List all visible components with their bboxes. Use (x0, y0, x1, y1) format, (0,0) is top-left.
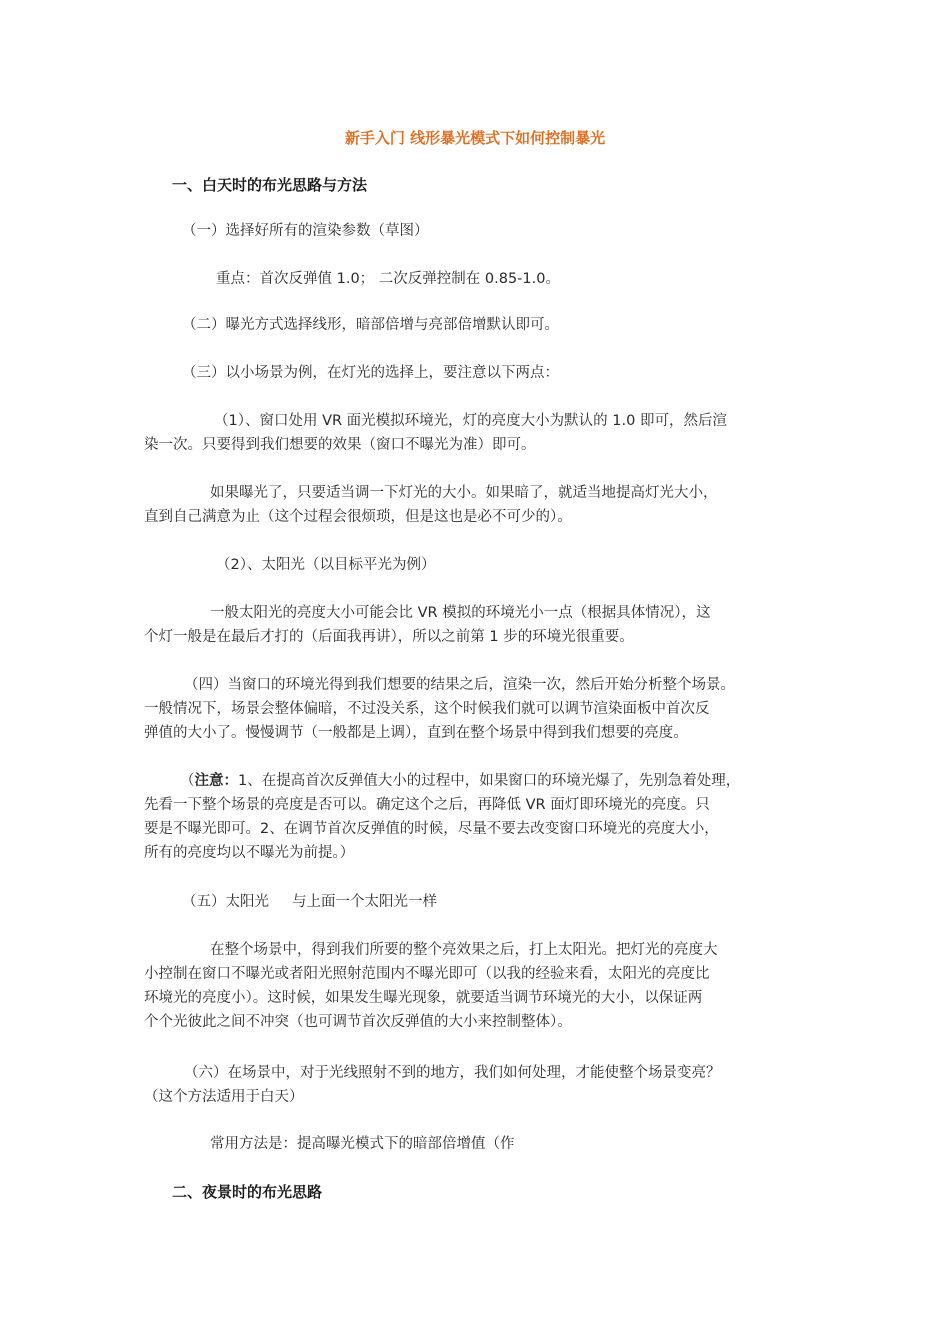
step-6-method: 常用方法是：提高曝光模式下的暗部倍增值（作 (210, 1136, 515, 1152)
paragraph-line: （六）在场景中，对于光线照射不到的地方，我们如何处理，才能使整个场景变亮？ (184, 1065, 721, 1081)
point-2: （2）、太阳光（以目标平光为例） (216, 557, 436, 573)
paragraph-line: 先看一下整个场景的亮度是否可以。确定这个之后，再降低 VR 面灯即环境光的亮度。只 (144, 797, 710, 813)
paragraph-line: （四）当窗口的环境光得到我们想要的结果之后，渲染一次，然后开始分析整个场景。 (184, 677, 735, 693)
point-1-followup-paragraph (144, 481, 844, 529)
paragraph-line: 弹值的大小了。慢慢调节（一般都是上调），直到在整个场景中得到我们想要的亮度。 (144, 725, 688, 741)
note-first-line (144, 769, 844, 793)
paragraph-line: 直到自己满意为止（这个过程会很烦琐，但是这也是必不可少的）。 (144, 509, 572, 525)
paragraph-line: 个灯一般是在最后才打的（后面我再讲），所以之前第 1 步的环境光很重要。 (144, 629, 634, 645)
step-1: （一）选择好所有的渲染参数（草图） (182, 223, 429, 239)
section-heading-night: 二、夜景时的布光思路 (172, 1183, 323, 1201)
point-1-paragraph (144, 409, 844, 457)
paragraph-line: 要是不曝光即可。2、在调节首次反弹值的时候，尽量不要去改变窗口环境光的亮度大小， (144, 821, 719, 837)
paragraph-line: （这个方法适用于白天） (144, 1089, 304, 1105)
paragraph-line: 所有的亮度均以不曝光为前提。） (144, 845, 355, 861)
step-2: （二）曝光方式选择线形，暗部倍增与亮部倍增默认即可。 (182, 317, 559, 333)
step-4-paragraph (144, 673, 844, 745)
step-5-paragraph (144, 938, 844, 1034)
paragraph-line: 环境光的亮度小）。这时候，如果发生曝光现象，就要适当调节环境光的大小，以保证两 (144, 990, 703, 1006)
document-title: 新手入门 线形暴光模式下如何控制暴光 (344, 129, 606, 147)
note-first-line-text: 1、在提高首次反弹值大小的过程中，如果窗口的环境光爆了，先别急着处理， (238, 773, 741, 789)
paragraph-line: 一般太阳光的亮度大小可能会比 VR 模拟的环境光小一点（根据具体情况），这 (210, 605, 711, 621)
paragraph-line: 一般情况下，场景会整体偏暗，不过没关系，这个时候我们就可以调节渲染面板中首次反 (144, 701, 710, 717)
step-1-key-point: 重点：首次反弹值 1.0； 二次反弹控制在 0.85-1.0。 (216, 271, 560, 287)
step-6-paragraph (144, 1061, 844, 1109)
step-3: （三）以小场景为例，在灯光的选择上，要注意以下两点： (182, 365, 559, 381)
note-label: 注意： (194, 773, 238, 789)
step-5: （五）太阳光 与上面一个太阳光一样 (182, 894, 438, 910)
note-paragraph (144, 769, 844, 865)
section-heading-daytime: 一、白天时的布光思路与方法 (172, 176, 368, 194)
point-2-paragraph (144, 601, 844, 649)
paragraph-line: （1）、窗口处用 VR 面光模拟环境光，灯的亮度大小为默认的 1.0 即可，然后渲 (214, 413, 727, 429)
paragraph-line: 在整个场景中，得到我们所要的整个亮效果之后，打上太阳光。把灯光的亮度大 (210, 942, 718, 958)
paragraph-line: 个个光彼此之间不冲突（也可调节首次反弹值的大小来控制整体）。 (144, 1014, 572, 1030)
paragraph-line: 小控制在窗口不曝光或者阳光照射范围内不曝光即可（以我的经验来看，太阳光的亮度比 (144, 966, 710, 982)
paragraph-line: 如果曝光了，只要适当调一下灯光的大小。如果暗了，就适当地提高灯光大小， (210, 485, 718, 501)
note-open-paren: （ (180, 773, 195, 789)
paragraph-line: 染一次。只要得到我们想要的效果（窗口不曝光为准）即可。 (144, 437, 536, 453)
